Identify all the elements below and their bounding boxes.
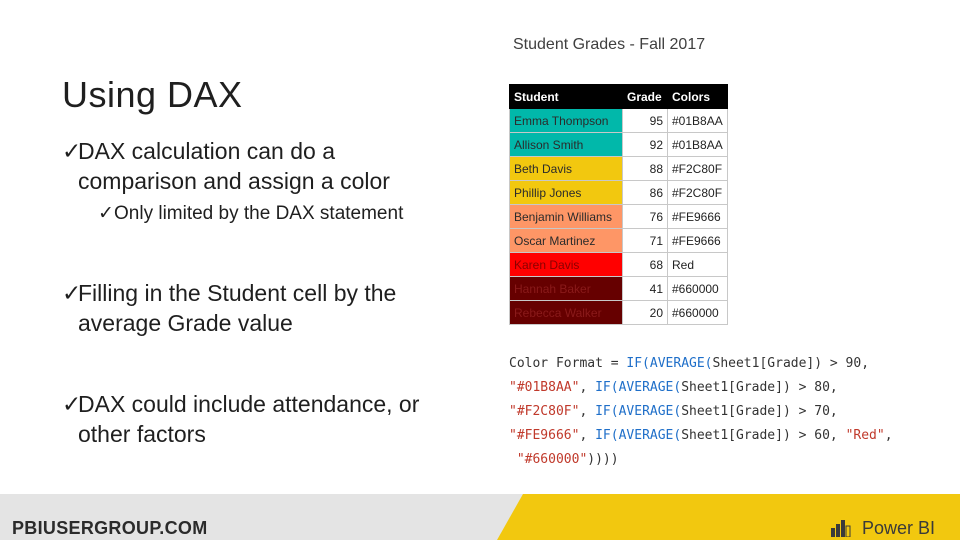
bullet-text-line: average Grade value <box>78 310 293 336</box>
color-cell: #660000 <box>668 277 728 301</box>
slide-title: Using DAX <box>62 74 243 116</box>
student-cell: Phillip Jones <box>510 181 623 205</box>
student-cell: Hannah Baker <box>510 277 623 301</box>
table-row <box>510 205 728 229</box>
table-row <box>510 157 728 181</box>
color-cell: #F2C80F <box>668 157 728 181</box>
code-token: , <box>579 428 596 443</box>
grade-cell: 76 <box>623 205 668 229</box>
checkmark-icon: ✓ <box>62 138 82 164</box>
student-cell: Allison Smith <box>510 133 623 157</box>
bullet-text-line: DAX could include attendance, or <box>78 391 420 417</box>
bullet-text-line: Only limited by the DAX statement <box>114 203 404 224</box>
power-bi-label: Power BI <box>862 518 936 538</box>
color-cell: Red <box>668 253 728 277</box>
checkmark-icon: ✓ <box>62 280 82 306</box>
code-line <box>509 448 893 472</box>
grade-cell: 95 <box>623 109 668 133</box>
student-cell: Beth Davis <box>510 157 623 181</box>
grade-cell: 86 <box>623 181 668 205</box>
color-cell: #660000 <box>668 301 728 325</box>
code-token: Sheet1[Grade]) > 90, <box>712 356 870 371</box>
code-string: "Red" <box>845 428 885 443</box>
code-token: )))) <box>587 452 619 467</box>
column-header-colors: Colors <box>668 85 728 109</box>
student-cell: Rebecca Walker <box>510 301 623 325</box>
bullet-text-line: comparison and assign a color <box>78 168 390 194</box>
footer-site-link[interactable]: PBIUSERGROUP.COM <box>12 518 208 538</box>
code-string: "#FE9666" <box>509 428 580 443</box>
code-string: "#01B8AA" <box>509 380 580 395</box>
code-function: IF(AVERAGE( <box>595 404 682 419</box>
grade-cell: 20 <box>623 301 668 325</box>
dax-code-block <box>509 352 893 472</box>
bullet-text-line: DAX calculation can do a <box>78 138 335 164</box>
code-line <box>509 400 893 424</box>
table-row <box>510 277 728 301</box>
color-cell: #01B8AA <box>668 133 728 157</box>
table-row <box>510 253 728 277</box>
checkmark-icon: ✓ <box>98 203 114 224</box>
code-token: , <box>579 404 596 419</box>
student-cell: Karen Davis <box>510 253 623 277</box>
code-token: Color Format = <box>509 356 627 371</box>
color-cell: #F2C80F <box>668 181 728 205</box>
table-row <box>510 229 728 253</box>
bullet-filling-student-cell <box>62 278 396 338</box>
table-row <box>510 301 728 325</box>
bullet-dax-other-factors <box>62 389 419 449</box>
table-row <box>510 109 728 133</box>
table-row <box>510 181 728 205</box>
grade-cell: 71 <box>623 229 668 253</box>
code-string: "#660000" <box>509 452 588 467</box>
code-line <box>509 424 893 448</box>
code-token: Sheet1[Grade]) > 80, <box>681 380 838 395</box>
color-cell: #FE9666 <box>668 205 728 229</box>
sub-bullet-limited-by-dax <box>98 202 403 226</box>
code-string: "#F2C80F" <box>509 404 580 419</box>
code-function: IF(AVERAGE( <box>595 428 682 443</box>
column-header-grade: Grade <box>623 85 668 109</box>
code-line <box>509 352 893 376</box>
code-token: Sheet1[Grade]) > 60, <box>681 428 846 443</box>
student-grades-table <box>509 84 728 325</box>
color-cell: #01B8AA <box>668 109 728 133</box>
student-cell: Emma Thompson <box>510 109 623 133</box>
table-header-row <box>510 85 728 109</box>
bullet-dax-calculation <box>62 136 390 196</box>
code-line <box>509 376 893 400</box>
code-token: Sheet1[Grade]) > 70, <box>681 404 838 419</box>
code-function: IF(AVERAGE( <box>626 356 713 371</box>
table-row <box>510 133 728 157</box>
grade-cell: 68 <box>623 253 668 277</box>
color-cell: #FE9666 <box>668 229 728 253</box>
student-cell: Benjamin Williams <box>510 205 623 229</box>
code-token: , <box>579 380 596 395</box>
code-function: IF(AVERAGE( <box>595 380 682 395</box>
code-token: , <box>884 428 893 443</box>
bullet-text-line: Filling in the Student cell by the <box>78 280 397 306</box>
column-header-student: Student <box>510 85 623 109</box>
power-bi-logo-icon <box>830 519 852 537</box>
table-title: Student Grades - Fall 2017 <box>513 36 706 53</box>
grade-cell: 88 <box>623 157 668 181</box>
student-cell: Oscar Martinez <box>510 229 623 253</box>
grade-cell: 92 <box>623 133 668 157</box>
checkmark-icon: ✓ <box>62 391 82 417</box>
grade-cell: 41 <box>623 277 668 301</box>
bullet-text-line: other factors <box>78 421 206 447</box>
